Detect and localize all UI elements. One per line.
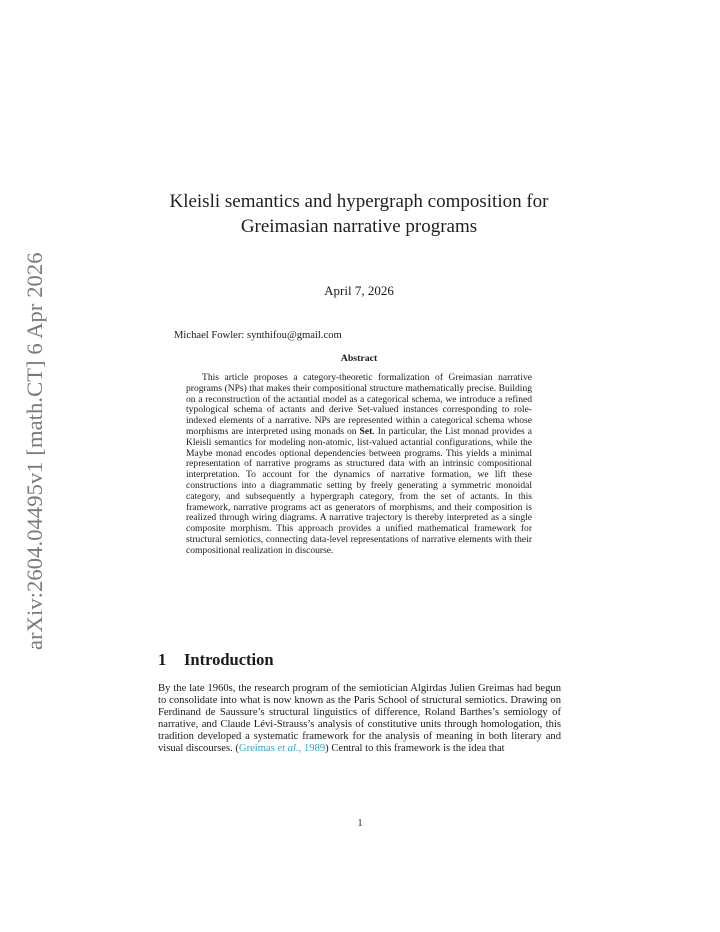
paper-date: April 7, 2026 bbox=[324, 283, 394, 298]
abstract-text-part-2: . In particular, the List monad provides a Kleisli semantics for modeling non-atomic, list-valued actantial configurations, while the Maybe monad encodes optional dependencies between programs. This yields a minimal representation of narrative programs as structured data with an intrinsic compositional interpretation. To account for the dynamics of narrative formation, we lift these constructions into a diagrammatic setting by freely generating a symmetric monoidal category, and subsequently a hypergraph category, from the set of actants. In this framework, narrative programs act as generators of morphisms, and their composition is realized through wiring diagrams. A narrative trajectory is thereby interpreted as a single composite morphism. This approach provides a unified mathematical framework for structural semiotics, connecting data-level representations of narrative elements with their compositional realization in discourse. bbox=[186, 425, 532, 556]
introduction-body bbox=[158, 683, 561, 754]
arxiv-stamp bbox=[12, 250, 56, 650]
section-number: 1 bbox=[158, 650, 167, 669]
abstract-body bbox=[186, 373, 532, 557]
arxiv-identifier: arXiv:2604.04495v1 [math.CT] 6 Apr 2026 bbox=[22, 252, 47, 650]
abstract-heading: Abstract bbox=[340, 353, 378, 364]
title-line-1: Kleisli semantics and hypergraph composition for bbox=[169, 191, 549, 212]
citation-year: 1989 bbox=[303, 742, 326, 754]
intro-text-part-2: ) Central to this framework is the idea that bbox=[325, 742, 505, 754]
citation-etal: et al. bbox=[277, 742, 299, 754]
page-number: 1 bbox=[357, 818, 363, 829]
section-heading bbox=[158, 650, 274, 670]
citation-link[interactable] bbox=[239, 743, 325, 754]
title-line-2: Greimasian narrative programs bbox=[240, 216, 478, 237]
author-line: Michael Fowler: synthifou@gmail.com bbox=[174, 330, 342, 341]
section-title: Introduction bbox=[184, 650, 274, 669]
intro-text-part-1: By the late 1960s, the research program of the semiotician Algirdas Julien Greimas had begun to consolidate into what is now known as the Paris School of structural semiotics. Drawing on Ferdinand de Saussure’s structural linguistics of difference, Roland Barthes’s semiology of narrative, and Claude Lévi-Strauss’s analysis of constitutive units through homologation, this tradition developed a systematic framework for the analysis of meaning in both literary and visual discourses. ( bbox=[158, 683, 561, 754]
citation-separator: , bbox=[298, 742, 304, 754]
paper-title bbox=[140, 189, 578, 239]
abstract-text-part-1: This article proposes a category-theoretic formalization of Greimasian narrative programs (NPs) that makes their compositional structure mathematically precise. Building on a reconstruction of the actantial model as a categorical schema, we introduce a refined typological schema of actants and derive Set-valued instances corresponding to role-indexed elements of a narrative. NPs are represented within a categorical schema whose morphisms are interpreted using monads on bbox=[186, 372, 532, 437]
citation-author: Greimas bbox=[238, 742, 275, 754]
abstract-bold-term: Set bbox=[359, 425, 373, 437]
